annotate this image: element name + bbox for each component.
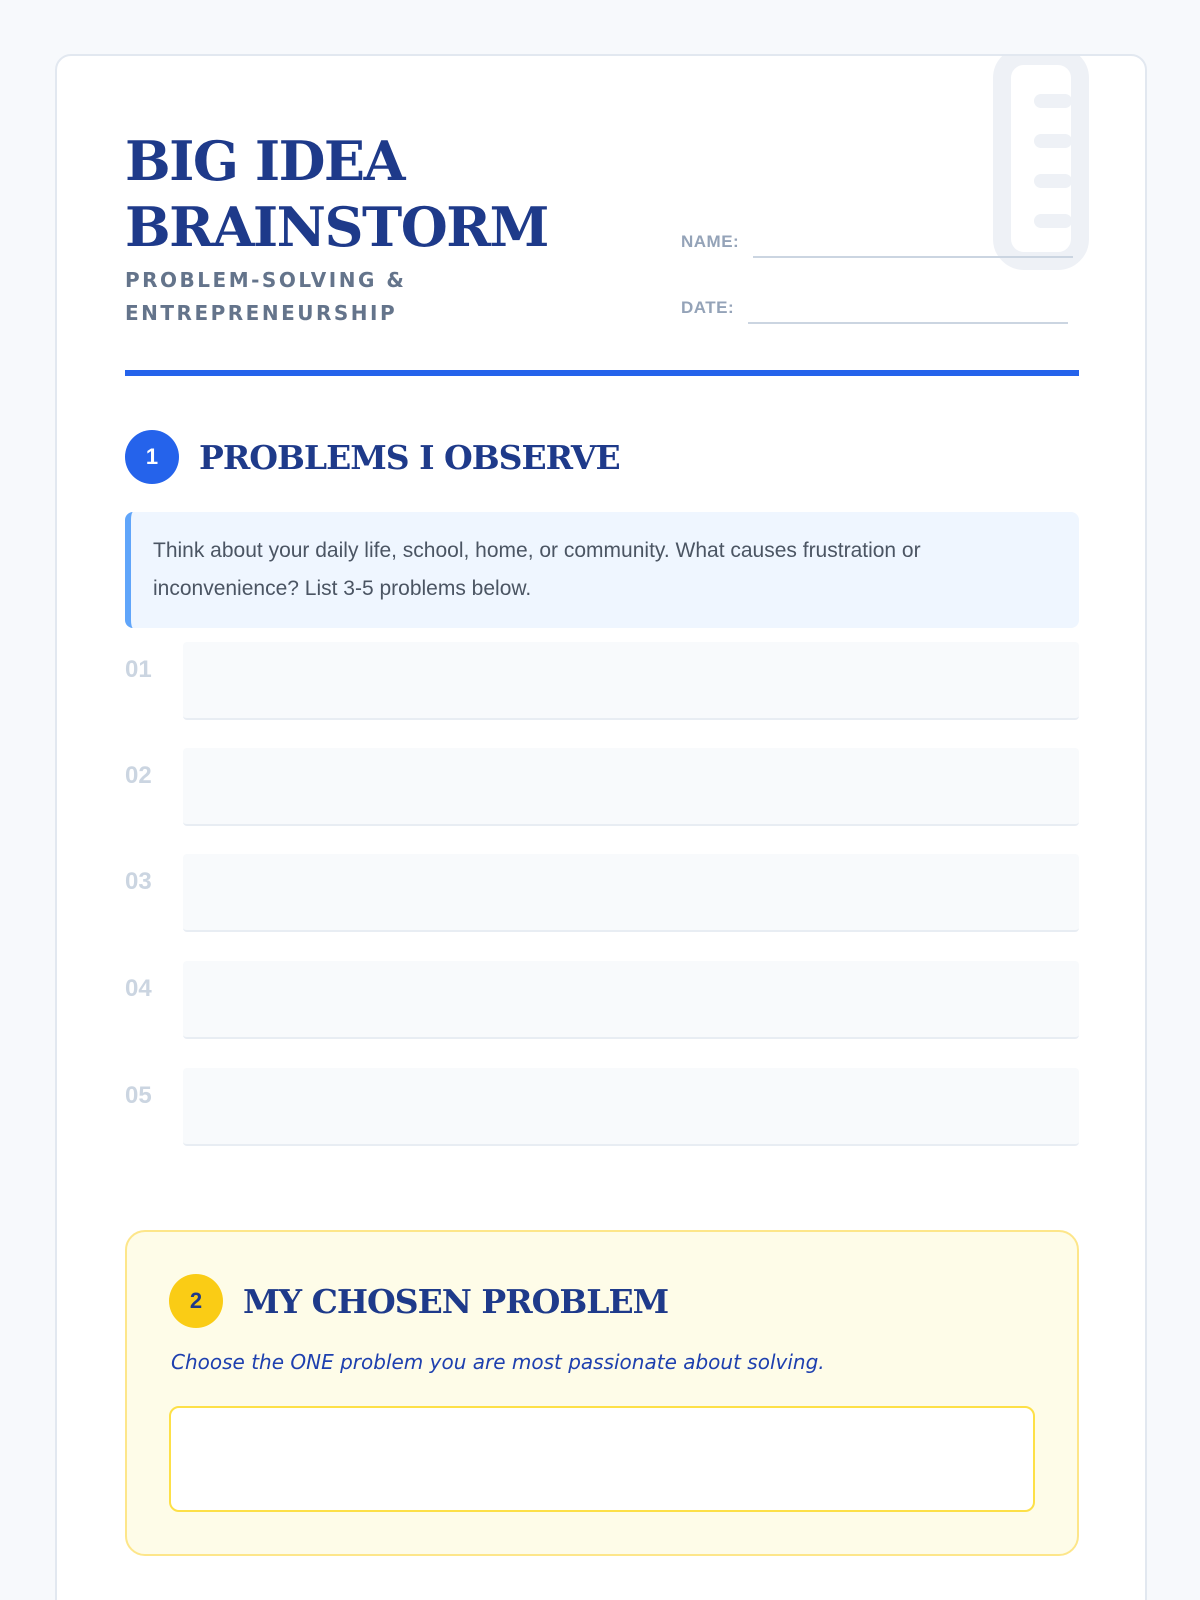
page-title	[125, 128, 585, 260]
chosen-problem-input[interactable]	[169, 1406, 1035, 1512]
problem-row	[125, 854, 1079, 934]
section-2-note: Choose the ONE problem you are most passionate about solving.	[171, 1350, 825, 1374]
subtitle-line-1: PROBLEM-SOLVING &	[125, 268, 407, 292]
header-divider	[125, 370, 1079, 376]
problem-number: 04	[125, 975, 152, 1002]
name-field	[681, 228, 1073, 258]
section-2-title: MY CHOSEN PROBLEM	[243, 1281, 669, 1321]
subtitle-line-2: ENTREPRENEURSHIP	[125, 301, 398, 325]
title-line-1: BIG IDEA	[125, 129, 404, 193]
problem-row	[125, 748, 1079, 828]
section-1-title: PROBLEMS I OBSERVE	[199, 437, 620, 477]
problem-row	[125, 1068, 1079, 1148]
chosen-problem-section	[125, 1230, 1079, 1556]
date-label: DATE:	[681, 298, 735, 317]
problem-number: 01	[125, 656, 152, 683]
name-line[interactable]	[753, 228, 1073, 258]
name-label: NAME:	[681, 232, 740, 251]
problem-number: 02	[125, 762, 152, 789]
title-line-2: BRAINSTORM	[125, 195, 548, 259]
date-line[interactable]	[748, 294, 1068, 324]
problem-input-1[interactable]	[183, 642, 1079, 720]
section-1-number-badge: 1	[125, 430, 179, 484]
problem-number: 05	[125, 1082, 152, 1109]
problem-input-2[interactable]	[183, 748, 1079, 826]
problem-input-5[interactable]	[183, 1068, 1079, 1146]
section-1-header	[125, 430, 620, 484]
section-2-header	[169, 1274, 668, 1328]
date-field	[681, 294, 1068, 324]
section-1-instruction: Think about your daily life, school, home, or community. What causes frustration or inconvenience? List 3-5 problems below.	[125, 512, 1079, 628]
problem-row	[125, 961, 1079, 1041]
problem-number: 03	[125, 868, 152, 895]
page-subtitle	[125, 264, 465, 330]
problem-row	[125, 642, 1079, 722]
section-2-number-badge: 2	[169, 1274, 223, 1328]
problem-input-4[interactable]	[183, 961, 1079, 1039]
worksheet	[55, 54, 1147, 1600]
problem-input-3[interactable]	[183, 854, 1079, 932]
